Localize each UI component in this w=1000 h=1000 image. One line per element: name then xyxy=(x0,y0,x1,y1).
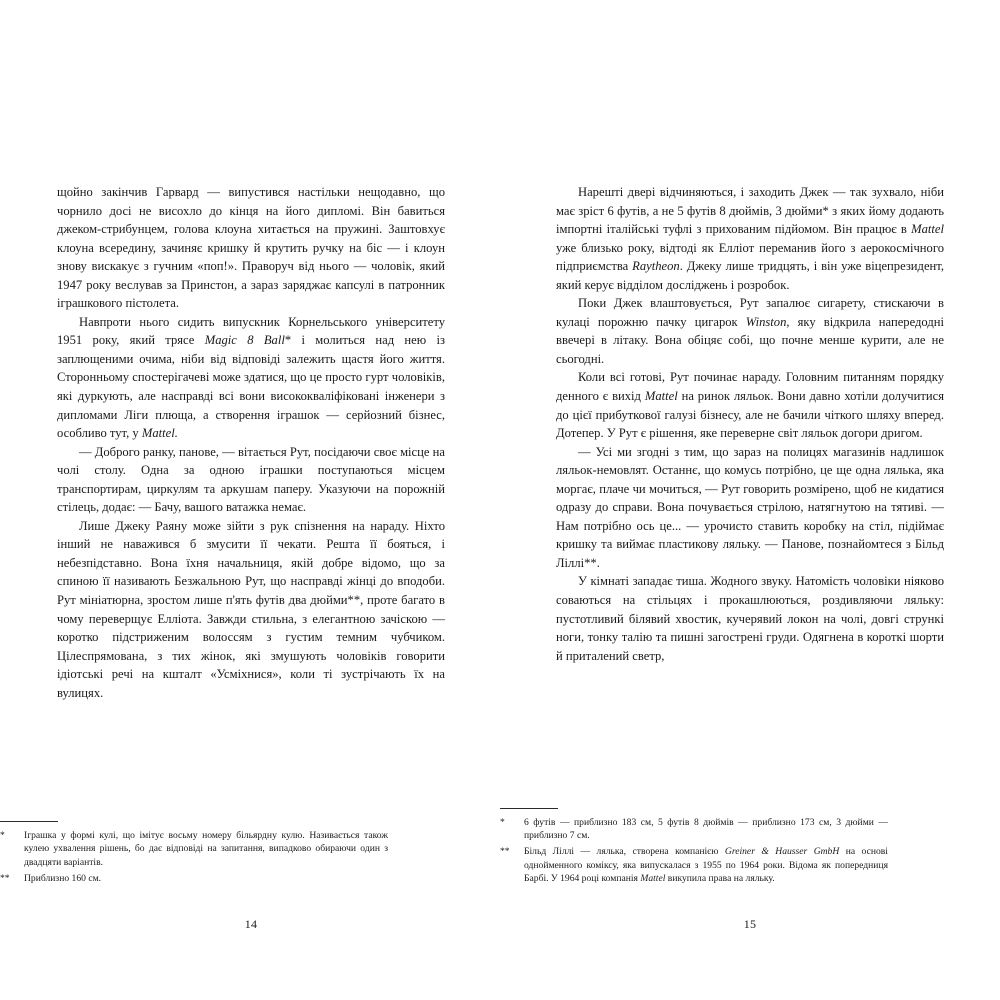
footnote-marker: ** xyxy=(0,872,10,884)
text-run: Поки Джек влаштовується, Рут запалює сигарету, стискаючи в кулаці порожню пачку цигарок xyxy=(556,296,944,329)
footnote-rule xyxy=(500,808,558,809)
text-run: викупила права на ляльку. xyxy=(665,872,775,884)
paragraph xyxy=(57,517,445,702)
paragraph xyxy=(556,368,944,442)
text-run: Приблизно 160 см. xyxy=(24,872,102,884)
text-run: . Джеку лише тридцять, і він уже віцепрезидент, який керує відділом досліджень і розробок. xyxy=(556,259,944,292)
text-run: на ринок ляльок. Вони давно хотіли долучитися до цієї прибуткової галузі бізнесу, але не бачили чіткого шляху вперед. Дотепер. У Рут є рішення, яке переверне світ ляльок догори дригом. xyxy=(556,389,944,441)
page-left-textblock xyxy=(57,183,445,883)
text-run: — Доброго ранку, панове, — вітається Рут, посідаючи своє місце на чолі столу. Одна за одною іграшки поступаються місцем транспортирам, циркулям та аркушам паперу. Указуючи на порожній стілець, додає: — Бачу, вашого ватажка немає. xyxy=(57,444,445,515)
footnote-text xyxy=(524,816,888,842)
text-run: Коли всі готові, Рут починає нараду. Головним питанням порядку денного є вихід xyxy=(556,370,944,404)
text-run: Іграшка у формі кулі, що імітує восьму номеру більярдну кулю. Називається також кулею ухвалення рішень, бо дає відповіді на запитання, випадково обираючи один з двадцяти варіантів. xyxy=(24,830,388,868)
footnote-marker: * xyxy=(0,830,5,842)
paragraph xyxy=(556,183,944,294)
text-run: Навпроти нього сидить випускник Корнельського університету 1951 року, який трясе xyxy=(57,314,445,348)
text-run: Нарешті двері відчиняються, і заходить Джек — так зухвало, ніби має зріст 6 футів, а не 5 футів 8 дюймів, 3 дюйми* з яких йому додають імпортні італійські туфлі з прихованим підйомом. Він працює в xyxy=(556,185,944,237)
text-run: — Усі ми згодні з тим, що зараз на полицях магазинів надлишок ляльок-немовлят. Останнє, що комусь потрібно, це ще одна лялька, яка моргає, плаче чи мочиться, — Рут говорить розмірено, щоб не кидатися одразу до справи. Вона почувається стрілою, натягнутою на тятиві. — Нам потрібно ось це... — урочисто ставить коробку на стіл, підіймає кришку та виймає пластикову ляльку. — Панове, познайомтеся з Більд Ліллі**. xyxy=(556,444,944,570)
body-text-left xyxy=(57,183,445,702)
text-run: Лише Джеку Раяну може зійти з рук спізнення на нараду. Ніхто інший не наважився б змусити її чекати. Решта її бояться, і небезпідставно. Вона їхня начальниця, якій добре відомо, що за спиною її називають Безжальною Рут, що насправді жінці до вподоби. Рут мініатюрна, зростом лише п'ять футів два дюйми**, проте багато в чому переверщує Елліота. Завжди стильна, з елегантною зачіскою — коротко підстриженим волоссям з густим темним чубчиком. Цілеспрямована, з тих жінок, які змушують чоловіків говорити ідіотські речі на кшталт «Усміхнися», коли ті зустрічають їх на вулицях. xyxy=(57,518,445,700)
paragraph xyxy=(57,183,445,313)
footnote-list-left xyxy=(0,829,388,885)
text-run-italic: Winston xyxy=(745,314,787,329)
text-run-italic: Mattel. xyxy=(141,426,178,441)
paragraph xyxy=(57,443,445,517)
text-run: У кімнаті западає тиша. Жодного звуку. Натомість чоловіки ніяково соваються на стільцях і прокашлюються, роздивляючи ляльку: пустотливий білявий хвостик, кучерявий локон на чолі, довгі стрункі ноги, тонку талію та пишні загострені груди. Одягнена в короткі шорти й приталений светр, xyxy=(556,574,944,663)
text-run: 6 футів — приблизно 183 см, 5 футів 8 дюймів — приблизно 173 см, 3 дюйми — приблизно 7 см. xyxy=(524,816,888,842)
text-run: , яку відкрила напередодні ввечері в літаку. Вона обіцяє собі, що почне менше курити, але не сьогодні. xyxy=(556,314,944,366)
text-run-italic: Magic 8 Ball xyxy=(204,333,285,348)
text-run-italic: Mattel xyxy=(640,872,666,884)
paragraph xyxy=(556,443,944,573)
page-right-textblock xyxy=(556,183,944,883)
paragraph xyxy=(556,294,944,368)
page-number-left: 14 xyxy=(244,917,258,931)
page-number-right: 15 xyxy=(743,917,757,931)
footnote-marker: * xyxy=(500,816,505,828)
footnotes-right xyxy=(500,808,888,888)
footnote-item xyxy=(500,816,888,842)
footnote-item xyxy=(0,872,388,885)
text-run-italic: Mattel xyxy=(911,222,944,237)
footnote-marker: ** xyxy=(500,846,510,858)
footnote-item xyxy=(0,829,388,869)
text-run: щойно закінчив Гарвард — випустився настільки нещодавно, що чорнило досі не висохло до кінця на його дипломі. Він бавиться джеком-стрибунцем, голова клоуна хитається на пружині. Заштовхує клоуна всередину, зачиняє кришку й крутить ручку на біс — і клоун знову вискакує з гучним «поп!». Праворуч від нього — чоловік, який 1947 року веслував за Принстон, а зараз заряджає капсулі в патронник іграшкового пістолета. xyxy=(57,185,445,311)
body-text-right xyxy=(556,183,944,665)
footnote-rule xyxy=(0,821,58,822)
footnote-item xyxy=(500,845,888,885)
footnote-text xyxy=(524,845,888,885)
text-run-italic: Greiner & Hausser GmbH xyxy=(724,846,840,858)
footnote-text xyxy=(24,872,388,885)
paragraph xyxy=(57,313,445,443)
text-run: уже близько року, відтоді як Елліот переманив його з аерокосмічного підприємства xyxy=(556,240,944,274)
text-run-italic: Mattel xyxy=(644,389,678,404)
text-run: Більд Ліллі — лялька, створена компанією xyxy=(524,846,725,858)
page-right xyxy=(500,0,1000,1000)
text-run: на основі однойменного коміксу, яка випускалася з 1955 по 1964 роки. Відома як попередниця Барбі. У 1964 році компанія xyxy=(524,846,888,884)
text-run-italic: Raytheon xyxy=(632,259,680,274)
text-run: * і молиться над нею із заплющеними очима, ніби від відповіді залежить щастя його життя. Сторонньому спостерігачеві може здатися, що це просто гурт чоловіків, які дуркують, але насправді всі вони висококваліфіковані інженери з дипломами Ліги плюща, а створення іграшок — серйозний бізнес, особливо тут, у xyxy=(57,333,445,441)
footnotes-left xyxy=(0,821,388,888)
footnote-text xyxy=(24,829,388,869)
footnote-list-right xyxy=(500,816,888,885)
paragraph xyxy=(556,572,944,665)
